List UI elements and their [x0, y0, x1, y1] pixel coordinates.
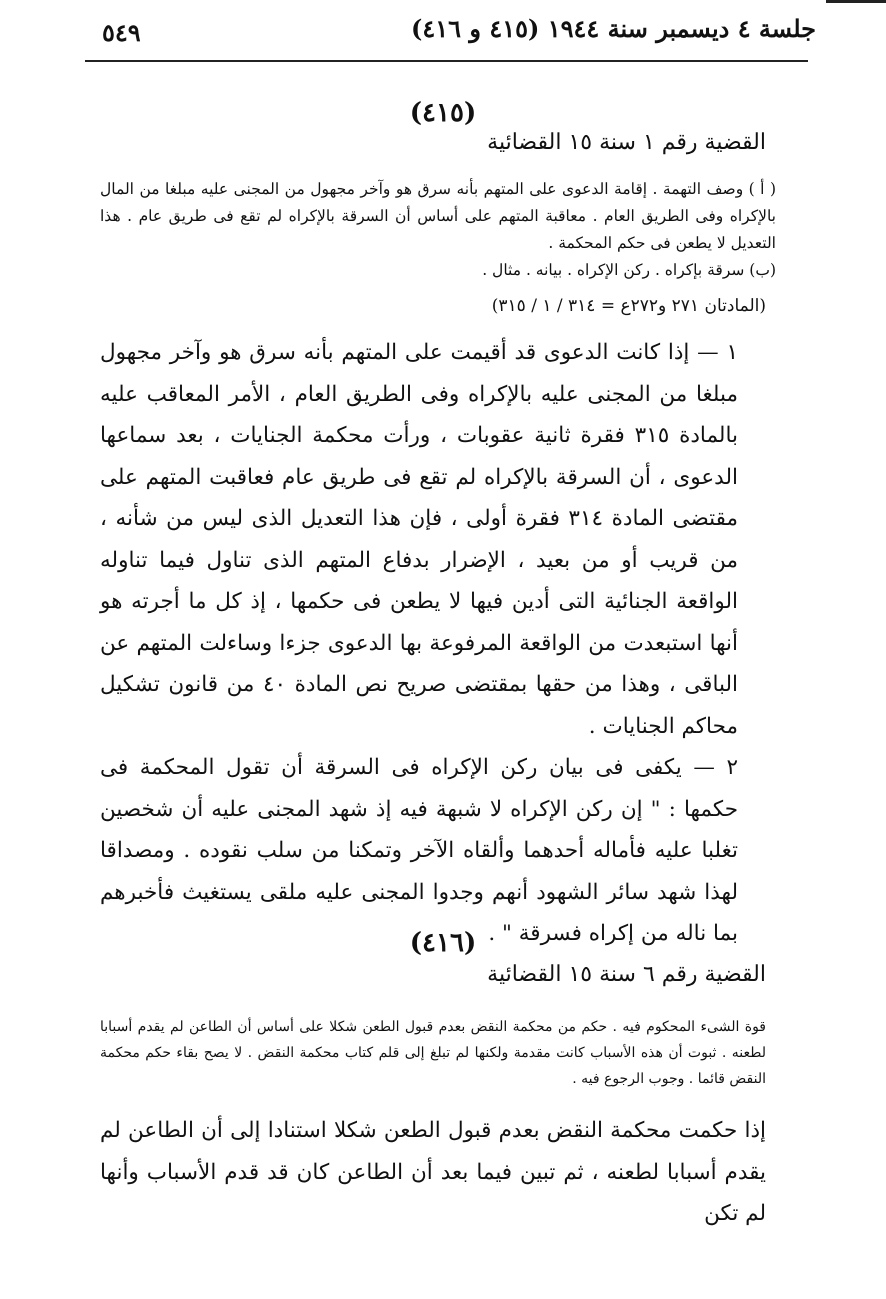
corner-mark: [826, 0, 886, 3]
summary-item-a: ( أ ) وصف التهمة . إقامة الدعوى على المتهم بأنه سرق هو وآخر مجهول من المجنى عليه مبلغا من المال بالإكراه وفى الطريق العام . معاقبة المتهم على أساس أن السرقة بالإكراه لم تقع فى طريق عام . هذا التعديل لا يطعن فى حكم المحكمة .: [100, 180, 776, 252]
paragraph-2: ٢ — يكفى فى بيان ركن الإكراه فى السرقة أن تقول المحكمة فى حكمها : " إن ركن الإكراه لا شبهة فيه إذ شهد المجنى عليه أن شخصين تغلبا عليه فأماله أحدهما وألقاه الآخر وتمكنا من سلب نقوده . ومصداقا لهذا شهد سائر الشهود أنهم وجدوا المجنى عليه ملقى يستغيث فأخبرهم بما ناله من إكراه فسرقة " .: [100, 755, 738, 946]
header-rule: [85, 60, 808, 62]
summary-item-b: (ب) سرقة بإكراه . ركن الإكراه . بيانه . مثال .: [482, 261, 776, 279]
case-number-415: (٤١٥): [409, 98, 477, 128]
case-body-416: [100, 1110, 766, 1235]
case-body-415: [100, 332, 766, 955]
case-title-416: القضية رقم ٦ سنة ١٥ القضائية: [487, 962, 766, 987]
case-number-416: (٤١٦): [409, 928, 477, 958]
case-title-415: القضية رقم ١ سنة ١٥ القضائية: [487, 130, 766, 155]
paragraph-416: إذا حكمت محكمة النقض بعدم قبول الطعن شكلا استنادا إلى أن الطاعن لم يقدم أسبابا لطعنه ، ثم تبين فيما بعد أن الطاعن كان قد قدم الأسباب وأنها لم تكن: [100, 1118, 766, 1226]
summary-416-text: قوة الشىء المحكوم فيه . حكم من محكمة النقض بعدم قبول الطعن شكلا على أساس أن الطاعن لم يقدم أسبابا لطعنه . ثبوت أن هذه الأسباب كانت مقدمة ولكنها لم تبلغ إلى قلم كتاب محكمة النقض . لا يصح بقاء حكم محكمة النقض قائما . وجوب الرجوع فيه .: [100, 1019, 766, 1087]
session-title: جلسة ٤ ديسمبر سنة ١٩٤٤ (٤١٥ و ٤١٦): [410, 14, 816, 43]
case-summary-415: [100, 176, 776, 284]
articles-reference: (المادتان ٢٧١ و٢٧٢ع = ٣١٤ / ١ / ٣١٥): [491, 296, 766, 316]
case-summary-416: [100, 1014, 766, 1092]
paragraph-1: ١ — إذا كانت الدعوى قد أقيمت على المتهم بأنه سرق هو وآخر مجهول مبلغا من المجنى عليه بالإكراه وفى الطريق العام ، الأمر المعاقب عليه بالمادة ٣١٥ فقرة ثانية عقوبات ، ورأت محكمة الجنايات ، بعد سماعها الدعوى ، أن السرقة بالإكراه لم تقع فى طريق عام فعاقبت المتهم على مقتضى المادة ٣١٤ فقرة أولى ، فإن هذا التعديل الذى ليس من شأنه ، من قريب أو من بعيد ، الإضرار بدفاع المتهم الذى تناول فيما تناوله الواقعة الجنائية التى أدين فيها لا يطعن فى حكمها ، إذ كل ما أجرته هو أنها استبعدت من الواقعة المرفوعة بها الدعوى جزءا وساءلت المتهم عن الباقى ، وهذا من حقها بمقتضى صريح نص المادة ٤٠ من قانون تشكيل محاكم الجنايات .: [100, 340, 739, 739]
page-number: ٥٤٩: [102, 18, 141, 47]
page-header: [80, 12, 816, 52]
